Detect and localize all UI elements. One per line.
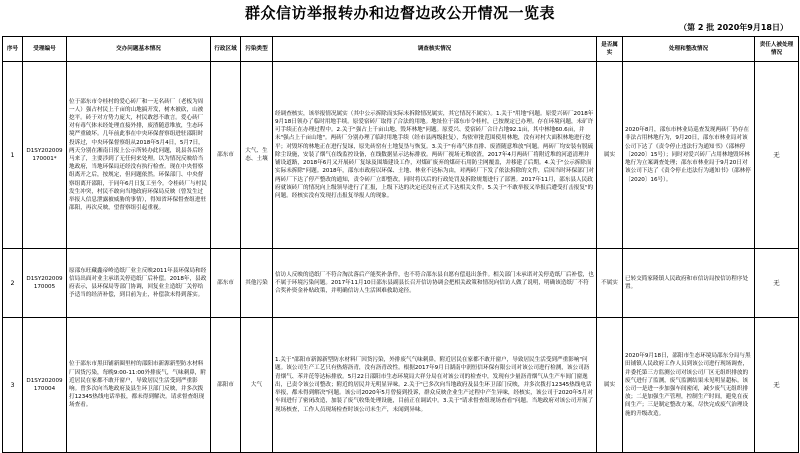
row-code: D1SY202009170004 [23, 318, 67, 453]
row-no: 3 [3, 318, 23, 453]
table-row [3, 62, 799, 249]
col-header-code: 受理编号 [23, 37, 67, 62]
complaint-table [2, 36, 799, 453]
table-row [3, 249, 799, 318]
col-header-responsible: 责任人被处理情况 [755, 37, 799, 62]
row-issue: 位于邵东市令桂村的爱心砖厂和一无名砖厂（老板为周一人）强占村民上千亩的山地搞开发，树木被砍，山被挖平。砖于对方势力庞大，村民敢怒不敢言。爱心砖厂对有毒气体未经处理直接外排，废渣随意堆放，生态环境严重破坏。几年前此事在中央环保督察组进驻邵阳时投诉过，中央环保督察组从2018年5月4日，5月7日，两天分别在湘南日报上公示所转办此问题，说县各后经马来了，主要涉到了无任何来处理。以为情况反映给当地政府，当地环保局还经没有执行检查。现在中央督察组离开之后，按规定，但问题依然。环保部门、中央督察组离开邵阳，于同年6月日复工至今。令桂砖厂与村民发生冲突，村民不敢向当地政府环保局反映（曾发生过举报人信息泄露被威胁的事情），得知省环保督查组进驻邵阳，再次反映，望督察组引起重视。 [67, 62, 211, 249]
row-issue: 原邵东旺藏鑫帝岭造纸厂业主反映2011年县环保局和经信局出面对业主承诺关停造纸厂后补偿。2018年，县政府表示，县环保局等部门协调，回复业主造纸厂关停给予适当的经济补偿，到目前为止，补偿款未得到落实。 [67, 249, 211, 318]
page-title: 群众信访举报转办和边督边改公开情况一览表 [244, 4, 555, 22]
row-verified: 属实 [597, 62, 623, 249]
col-header-issue: 交办问题基本情况 [67, 37, 211, 62]
row-handling: 2020年8月，邵东市林业局巡查发现两砖厂仍存在非法占用林地行为，9月20日，邵东市林业局对该公司下达了《责令停止违法行为通知书》（邵林停〔2020〕15号）；同时对爱兴砖厂占用林地毁坏林地行为立案调查处理；邵东市林业局于9月20日对该公司下达了《责令停止违法行为通知书》（邵林停〔2020〕16号）。 [623, 62, 755, 249]
row-no: 2 [3, 249, 23, 318]
row-investigation: 经调查核实，该举报情况属实（其中公示拆除而实际未拆除情况属实，其它情况不属实）。1.关于"用地"问题。原爱兴砖厂2018年9月18日领办了临时用地手续。原爱宿砖厂取得了合法的用地。地址位于邵东市令桂村，已按规定已办理。存在环境问题，未矿许可手续正在办理过程中。2.关于"强占上千亩山地、毁坏林地"问题。原爱兴、爱宿砖厂合计占地92.1亩，其中林地60.6亩，并未"强占上千亩山地"。两砖厂分别办理了临时用地手续（经市县两级批复），均依审批范围使用林地，没有对村大面积林地进行挖平；对毁坏的林地正在进行复绿，原先砖窑有土地复垦与恢复。3.关于"有毒气体直排、废渣随意堆放"问题。两砖厂均安装有脱硫除尘设施，安装了烟气在线监控设备，在线数据显示达标排放。两砖厂视场无堆放渣，2017年4月两砖厂将附近堆的河道清理并铺设道路，2018年6月又开展砖厂复绿及围墙建设工作，对煤矿废弃的煤矸石用防尘网覆盖，并移建了后期。4.关于"公示拆除而实际未拆除"问题。2018年，邵东市政府以环保、土地、林业不达标为由，对两砖厂下发了依法拆除的文件，后因当时环保部门对两砖厂下达了停产整改的通知，责令砖厂立即整改，同时将以后的行政处罚及拆除规划进行了部署。2017年11月，邵东县人民政府就该砖厂的情况向上级领导进行了汇报，上级下达的决定还没有正式下达相关文件。5.关于"不敢举报又举报后遭受打击报复"的问题。经核实没有发现打击报复举报人的现象。 [273, 62, 597, 249]
row-handling: 已转交简家隆镇人民政府和市信访局按信访程序处置。 [623, 249, 755, 318]
row-pollution: 大气、生态、土壤 [241, 62, 273, 249]
row-responsible: 无 [755, 318, 799, 453]
row-responsible: 无 [755, 249, 799, 318]
row-region: 邵东市 [211, 249, 241, 318]
row-no: 1 [3, 62, 23, 249]
row-responsible: 无 [755, 62, 799, 249]
row-code: D1SY202009170001* [23, 62, 67, 249]
col-header-handling: 处理和整改情况 [623, 37, 755, 62]
col-header-region: 行政区域 [211, 37, 241, 62]
row-investigation: 1.关于"邵阳市新源新型防水材料厂因货污染，外排废气气味刺鼻，附近居民在家都不敢开窗户，导致居民生活受到严重影响"问题。该公司生产工艺只有热熔沥青，没有沥青改性。根据2017年9月日湖南中润恒信环保有限公司对该公司进行检测，该公司沥青烟气、苯并芘等达标排放。5月22日邵阳市生态环境局大祥分局在对该公司的检查中，发现有少量沥青烟气从生产车间门窗逸出，已责令该公司整改；附近的居民并无明显异味。2.关于"已多次向当地政府及县生环卫部门反映，并多次拨打12345热线电话举报，都未得到解决"问题。该公司2020年5月曾接到投诉，群众反映企业生产过程中产生异味，经核实，该公司于2020年5月对车间进行了密闭改造，加装了废气收集处理设施，目前正在调试中。3.关于"请求督查组现场查看"问题。当地政府对该公司开展了现场核查，工作人员现场检查时该公司未生产，未闻到异味。 [273, 318, 597, 453]
table-header-row [3, 37, 799, 62]
row-verified: 属实 [597, 318, 623, 453]
row-pollution: 大气 [241, 318, 273, 453]
row-code: D1SY202009170005 [23, 249, 67, 318]
col-header-pollution: 污染类型 [241, 37, 273, 62]
table-row [3, 318, 799, 453]
row-handling: 2020年9月18日，邵阳市生态环境局邵东分局与黑田铺镇人民政府工作人员到该公司进行现场调查，并委托第三方监测公司对该公司厂区无组织排放的废气进行了监测，废气监测结果未见明显超标。该公司一是进一步加强车间密闭，减少废气无组织排放；二是加强生产管理，控制生产时间，避免在夜间生产；三是制定整改方案，尽快完成废气治理设施的升级改造。 [623, 318, 755, 453]
row-region: 邵阳市 [211, 318, 241, 453]
row-issue: 位于邵东市黑田铺新圈里村的邵阳市新源新型防水材料厂因货污染，每晚9:00-11:00外排废气，气味刺鼻，附近居民在家都不敢开窗户，导致居民生活受到严重影响。曾多次向当地政府及县生环卫部门反映，并多次拨打12345热线电话举报，都未得到解决。请求督查组现场查看。 [67, 318, 211, 453]
row-pollution: 其他污染 [241, 249, 273, 318]
col-header-no: 序号 [3, 37, 23, 62]
row-verified: 不属实 [597, 249, 623, 318]
col-header-verified: 是否属实 [597, 37, 623, 62]
row-investigation: 信访人反映的造纸厂不符合淘汰落后产能奖补条件，也不符合邵东县自愿有偿退出条件。相关部门未承诺对关停造纸厂后补偿，也不属于环境污染问题。2017年11月10日邵东县副县长召开信访协调会把相关政策和情况向信访人做了说明，明确该造纸厂不符合奖补资金补贴政策，并明确信访人生活困难救助途径。 [273, 249, 597, 318]
col-header-investigation: 调查核实情况 [273, 37, 597, 62]
batch-date: （第 2 批 2020年9月18日） [679, 23, 788, 32]
row-region: 邵东市 [211, 62, 241, 249]
